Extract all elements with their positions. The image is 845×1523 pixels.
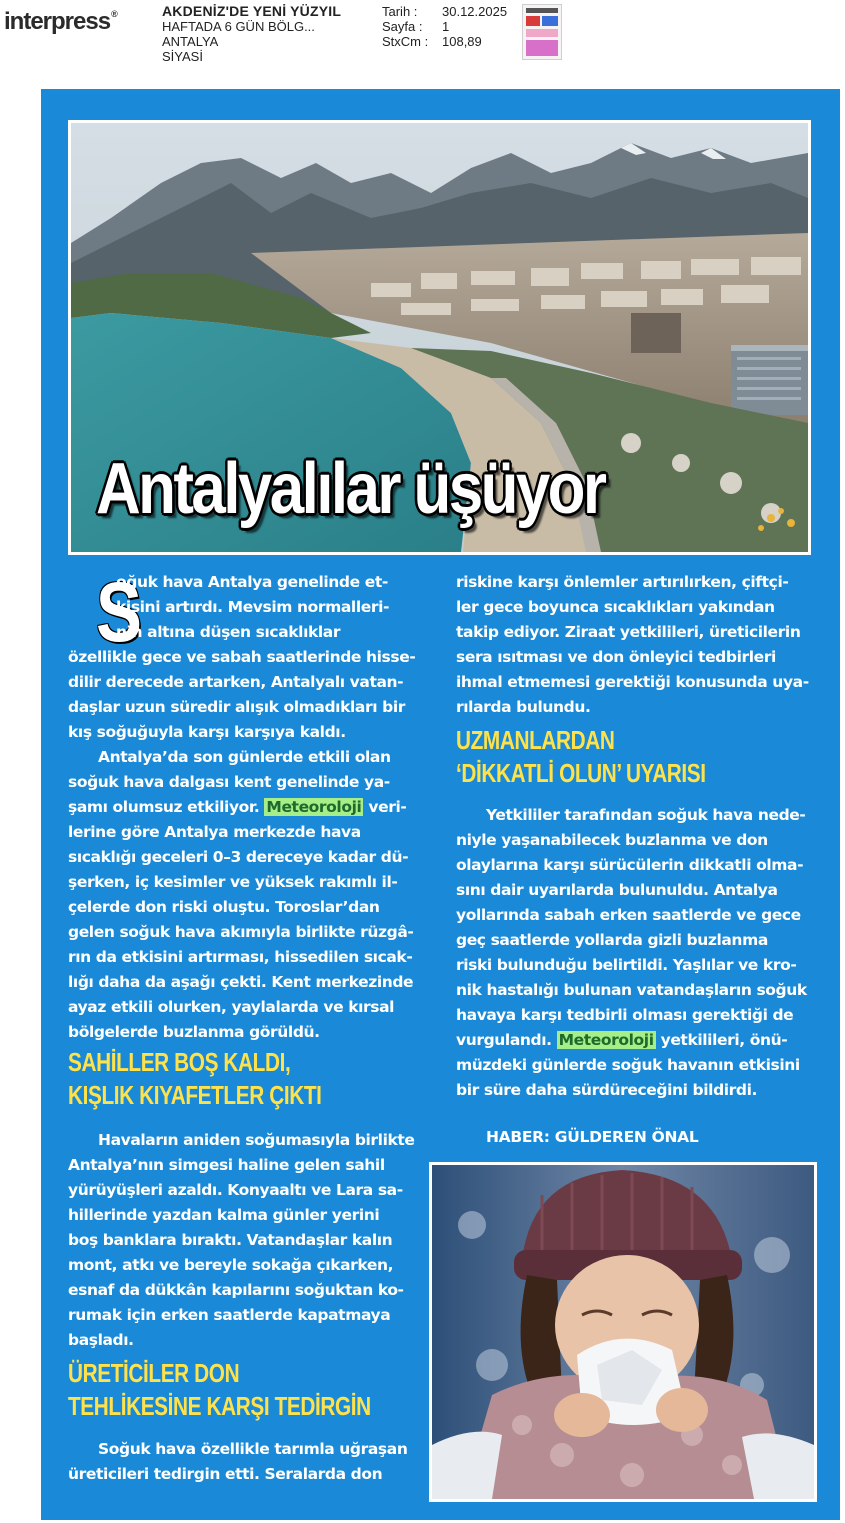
p6-line: havaya karşı tedbirli olması gerektiği de xyxy=(456,1006,794,1024)
subhead-sahiller: SAHİLLER BOŞ KALDI, KIŞLIK KIYAFETLER ÇIKTI xyxy=(68,1047,322,1110)
p2-line: ayaz etkili olurken, yaylalarda ve kırsal xyxy=(68,998,395,1016)
paragraph-6 xyxy=(456,803,821,1103)
drop-cap: S xyxy=(96,565,142,659)
photo-woman-with-tissue xyxy=(429,1162,817,1502)
p5-line: riskine karşı önlemler artırılırken, çiftçi- xyxy=(456,573,789,591)
p6-line: riski bulunduğu belirtildi. Yaşlılar ve kro- xyxy=(456,956,797,974)
paragraph-1 xyxy=(68,565,433,1045)
p6-line-highlight: vurgulandı. Meteoroloji yetkilileri, önü- xyxy=(456,1031,788,1049)
p4-lead: Soğuk hava özellikle tarımla uğraşan xyxy=(98,1440,408,1458)
publication-city: ANTALYA xyxy=(162,34,219,49)
page-thumbnail xyxy=(522,4,562,60)
stxcm-value: 108,89 xyxy=(442,34,482,49)
p6-line: yollarında sabah erken saatlerde ve gece xyxy=(456,906,801,924)
p1-line: nin altına düşen sıcaklıklar xyxy=(116,623,341,641)
meteoroloji-highlight: Meteoroloji xyxy=(266,798,362,816)
date-value: 30.12.2025 xyxy=(442,4,508,19)
p1-line: oğuk hava Antalya genelinde et- xyxy=(116,573,388,591)
p2-line: bölgelerde buzlanma görüldü. xyxy=(68,1023,320,1041)
p1-line: dilir derecede artarken, Antalyalı vatan- xyxy=(68,673,404,691)
article-headline: Antalyalılar üşüyor xyxy=(96,449,605,529)
p6-line: geç saatlerde yollarda gizli buzlanma xyxy=(456,931,768,949)
p6-line: bir süre daha sürdüreceğini bildirdi. xyxy=(456,1081,758,1099)
meteoroloji-highlight: Meteoroloji xyxy=(558,1031,654,1049)
p3-line: rumak için erken saatlerde kapatmaya xyxy=(68,1306,391,1324)
p6-line: müzdeki günlerde soğuk havanın etkisini xyxy=(456,1056,800,1074)
p3-line: yürüyüşleri azaldı. Konyaaltı ve Lara sa- xyxy=(68,1181,403,1199)
p1-line: kisini artırdı. Mevsim normalleri- xyxy=(116,598,390,616)
subhead-uzmanlardan: UZMANLARDAN ‘DİKKATLİ OLUN’ UYARISI xyxy=(456,725,706,788)
p3-line: hillerinde yazdan kalma günler yerini xyxy=(68,1206,380,1224)
p3-line: esnaf da dükkân kapılarını soğuktan ko- xyxy=(68,1281,404,1299)
p5-line: ler gece boyunca sıcaklıkları yakından xyxy=(456,598,775,616)
byline: HABER: GÜLDEREN ÖNAL xyxy=(486,1128,699,1146)
p2-line: çelerde don riski oluştu. Toroslar’dan xyxy=(68,898,380,916)
cold-woman-illustration xyxy=(432,1165,814,1499)
p2-line: lerine göre Antalya merkezde hava xyxy=(68,823,361,841)
p2-line: lığı daha da aşağı çekti. Kent merkezinde xyxy=(68,973,414,991)
subhead-ureticiler: ÜRETİCİLER DON TEHLİKESİNE KARŞI TEDİRGİN xyxy=(68,1358,371,1421)
publication-info xyxy=(162,4,377,64)
p2-line: soğuk hava dalgası kent genelinde ya- xyxy=(68,773,390,791)
p6-line: olaylarına karşı sürücülerin dikkatli olma- xyxy=(456,856,804,874)
meta-labels xyxy=(382,4,442,49)
p3-line: boş banklara bıraktı. Vatandaşlar kalın xyxy=(68,1231,393,1249)
publication-category: SİYASİ xyxy=(162,49,203,64)
p5-line: sera ısıtması ve don önleyici tedbirleri xyxy=(456,648,776,666)
p6-line: niyle yaşanabilecek buzlanma ve don xyxy=(456,831,768,849)
meta-values xyxy=(442,4,522,49)
page-label: Sayfa : xyxy=(382,19,423,34)
p6-line: nik hastalığı bulunan vatandaşların soğuk xyxy=(456,981,807,999)
p2-line: rın da etkisini artırması, hissedilen sıcak- xyxy=(68,948,413,966)
p1-line: kış soğuğuyla karşı karşıya kaldı. xyxy=(68,723,346,741)
p6-lead: Yetkililer tarafından soğuk hava nede- xyxy=(486,806,806,824)
p1-line: daşlar uzun süredir alışık olmadıkları bir xyxy=(68,698,405,716)
p2-line-highlight: şamı olumsuz etkiliyor. Meteoroloji veri- xyxy=(68,798,407,816)
page-value: 1 xyxy=(442,19,450,34)
p2-line: gelen soğuk hava akımıyla birlikte rüzgâ- xyxy=(68,923,414,941)
date-label: Tarih : xyxy=(382,4,418,19)
p3-line: başladı. xyxy=(68,1331,134,1349)
p1-line: özellikle gece ve sabah saatlerinde hisse- xyxy=(68,648,416,666)
interpress-logo: interpress® xyxy=(4,8,117,35)
p6-line: sını dair uyarılarda bulunuldu. Antalya xyxy=(456,881,778,899)
p5-line: rılarda bulundu. xyxy=(456,698,591,716)
publication-edition: HAFTADA 6 GÜN BÖLG... xyxy=(162,19,315,34)
p2-line: sıcaklığı geceleri 0–3 dereceye kadar dü- xyxy=(68,848,409,866)
p5-line: ihmal etmemesi gerektiği konusunda uya- xyxy=(456,673,809,691)
p4-line: üreticileri tedirgin etti. Seralarda don xyxy=(68,1465,383,1483)
p3-line: mont, atkı ve bereyle sokağa çıkarken, xyxy=(68,1256,394,1274)
p5-line: takip ediyor. Ziraat yetkilileri, üreticilerin xyxy=(456,623,801,641)
paragraph-3 xyxy=(68,1128,433,1353)
paragraph-4 xyxy=(68,1437,433,1487)
clipping-header xyxy=(0,0,845,80)
p3-line: Antalya’nın simgesi haline gelen sahil xyxy=(68,1156,385,1174)
p2-lead: Antalya’da son günlerde etkili olan xyxy=(98,748,391,766)
p2-line: şerken, iç kesimler ve yüksek rakımlı il- xyxy=(68,873,398,891)
p3-lead: Havaların aniden soğumasıyla birlikte xyxy=(98,1131,415,1149)
paragraph-5 xyxy=(456,570,821,720)
publication-name: AKDENİZ'DE YENİ YÜZYIL xyxy=(162,4,342,19)
stxcm-label: StxCm : xyxy=(382,34,429,49)
